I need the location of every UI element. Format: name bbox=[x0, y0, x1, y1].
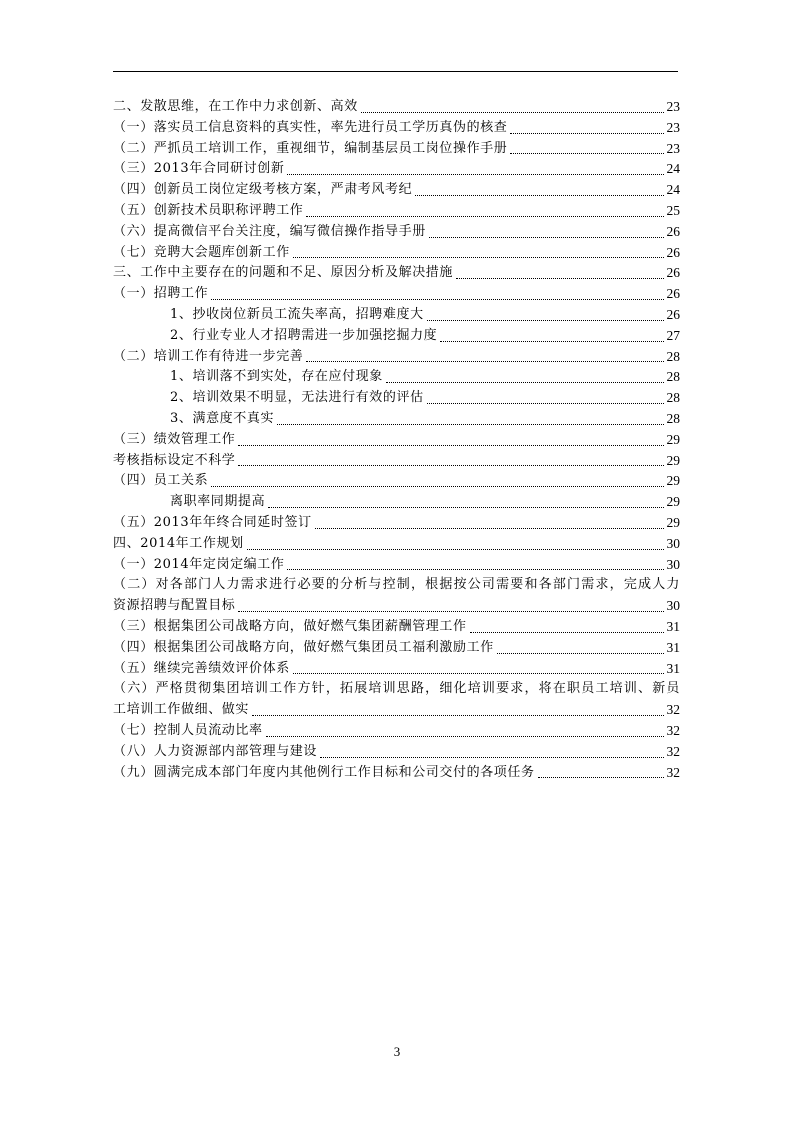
toc-page-number: 24 bbox=[666, 161, 680, 177]
toc-page-number: 32 bbox=[666, 764, 680, 780]
dot-leader bbox=[470, 632, 664, 633]
dot-leader bbox=[510, 133, 663, 134]
toc-page-number: 32 bbox=[666, 722, 680, 738]
toc-page-number: 26 bbox=[666, 286, 680, 302]
page-number: 3 bbox=[393, 1044, 401, 1059]
dot-leader bbox=[268, 507, 663, 508]
toc-entry[interactable] bbox=[113, 305, 680, 326]
toc-page-number: 31 bbox=[666, 660, 680, 676]
toc-entry[interactable] bbox=[113, 201, 680, 222]
dot-leader bbox=[238, 611, 663, 612]
dot-leader bbox=[456, 278, 663, 279]
dot-leader bbox=[211, 299, 663, 300]
toc-entry-title: （九）圆满完成本部门年度内其他例行工作目标和公司交付的各项任务 bbox=[113, 764, 535, 780]
dot-leader bbox=[277, 424, 663, 425]
toc-entry[interactable] bbox=[113, 617, 680, 638]
toc-page-number: 23 bbox=[666, 99, 680, 114]
toc-entry[interactable] bbox=[113, 763, 680, 784]
toc-entry-title: 2、培训效果不明显，无法进行有效的评估 bbox=[170, 390, 424, 406]
toc-page-number: 26 bbox=[666, 244, 680, 260]
toc-page-number: 24 bbox=[666, 182, 680, 198]
dot-leader bbox=[266, 736, 664, 737]
dot-leader bbox=[293, 673, 664, 674]
toc-entry[interactable] bbox=[113, 471, 680, 492]
toc-page-number: 25 bbox=[666, 202, 680, 218]
toc-page-number: 26 bbox=[666, 306, 680, 322]
toc-entry[interactable] bbox=[113, 222, 680, 243]
dot-leader bbox=[510, 153, 663, 154]
toc-page-number: 29 bbox=[666, 431, 680, 447]
toc-entry-title: （七）控制人员流动比率 bbox=[113, 722, 263, 738]
toc-entry[interactable] bbox=[113, 721, 680, 742]
toc-entry-title: （二）培训工作有待进一步完善 bbox=[113, 348, 304, 364]
dot-leader bbox=[538, 777, 664, 778]
dot-leader bbox=[238, 445, 663, 446]
toc-entry-title: 1、培训落不到实处，存在应付现象 bbox=[170, 369, 383, 385]
toc-page-number: 30 bbox=[666, 598, 680, 614]
dot-leader bbox=[293, 257, 664, 258]
dot-leader bbox=[386, 382, 664, 383]
toc-entry-title: （四）员工关系 bbox=[113, 473, 209, 489]
toc-entry-title: 1、抄收岗位新员工流失率高，招聘难度大 bbox=[170, 306, 424, 322]
toc-entry[interactable] bbox=[113, 534, 680, 555]
toc-entry[interactable] bbox=[113, 263, 680, 284]
toc-entry[interactable] bbox=[113, 159, 680, 180]
dot-leader bbox=[497, 653, 664, 654]
toc-page-number: 28 bbox=[666, 390, 680, 406]
toc-entry-title: 离职率同期提高 bbox=[170, 494, 266, 510]
toc-entry-multiline[interactable] bbox=[113, 679, 680, 721]
toc-entry-multiline[interactable] bbox=[113, 575, 680, 617]
toc-entry-title: （五）继续完善绩效评价体系 bbox=[113, 660, 290, 676]
toc-entry[interactable] bbox=[113, 180, 680, 201]
toc-page-number: 29 bbox=[666, 494, 680, 510]
toc-entry-title: （一）落实员工信息资料的真实性，率先进行员工学历真伪的核查 bbox=[113, 119, 508, 135]
toc-entry[interactable] bbox=[113, 243, 680, 264]
dot-leader bbox=[315, 528, 664, 529]
toc-page-number: 27 bbox=[666, 327, 680, 343]
toc-entry[interactable] bbox=[113, 284, 680, 305]
toc-page-number: 26 bbox=[666, 265, 680, 281]
toc-page-number: 32 bbox=[666, 702, 680, 718]
dot-leader bbox=[306, 361, 663, 362]
toc-entry-line2: 资源招聘与配置目标 bbox=[113, 598, 236, 614]
toc-entry[interactable] bbox=[113, 97, 680, 118]
toc-entry-line1: （六）严格贯彻集团培训工作方针，拓展培训思路，细化培训要求，将在职员工培训、新员 bbox=[113, 681, 680, 697]
toc-entry-title: 3、满意度不真实 bbox=[170, 410, 275, 426]
dot-leader bbox=[415, 195, 663, 196]
dot-leader bbox=[306, 216, 663, 217]
toc-entry-title: （一）招聘工作 bbox=[113, 286, 209, 302]
toc-entry-title: （三）绩效管理工作 bbox=[113, 431, 236, 447]
toc-page-number: 26 bbox=[666, 223, 680, 239]
dot-leader bbox=[427, 320, 664, 321]
dot-leader bbox=[287, 174, 663, 175]
toc-entry-title: 2、行业专业人才招聘需进一步加强挖掘力度 bbox=[170, 327, 438, 343]
toc-page-number: 28 bbox=[666, 369, 680, 385]
dot-leader bbox=[320, 757, 663, 758]
dot-leader bbox=[440, 341, 663, 342]
toc-entry-title: 二、发散思维，在工作中力求创新、高效 bbox=[113, 99, 358, 114]
toc-entry-title: （八）人力资源部内部管理与建设 bbox=[113, 743, 318, 759]
toc-entry[interactable] bbox=[113, 451, 680, 472]
toc-entry-title: （五）创新技术员职称评聘工作 bbox=[113, 202, 304, 218]
dot-leader bbox=[252, 715, 663, 716]
toc-page-number: 31 bbox=[666, 639, 680, 655]
toc-entry-title: （五）2013年年终合同延时签订 bbox=[113, 514, 312, 530]
toc-entry[interactable] bbox=[113, 555, 680, 576]
toc-page-number: 29 bbox=[666, 514, 680, 530]
toc-entry-title: （四）根据集团公司战略方向，做好燃气集团员工福利激励工作 bbox=[113, 639, 494, 655]
toc-entry[interactable] bbox=[113, 367, 680, 388]
toc-page-number: 28 bbox=[666, 410, 680, 426]
toc-entry[interactable] bbox=[113, 638, 680, 659]
toc-entry-line2: 工培训工作做细、做实 bbox=[113, 702, 250, 718]
toc-page-number: 30 bbox=[666, 556, 680, 572]
toc-entry[interactable] bbox=[113, 326, 680, 347]
toc-entry-title: （三）根据集团公司战略方向，做好燃气集团薪酬管理工作 bbox=[113, 618, 467, 634]
toc-page-number: 23 bbox=[666, 140, 680, 156]
toc-entry-title: （四）创新员工岗位定级考核方案，严肃考风考纪 bbox=[113, 182, 413, 198]
toc-entry-title: （七）竞聘大会题库创新工作 bbox=[113, 244, 290, 260]
toc-entry-second-line bbox=[113, 596, 680, 617]
toc-entry-title: 考核指标设定不科学 bbox=[113, 452, 236, 468]
toc-entry-title: （一）2014年定岗定编工作 bbox=[113, 556, 285, 572]
dot-leader bbox=[361, 112, 664, 113]
dot-leader bbox=[427, 403, 664, 404]
dot-leader bbox=[247, 549, 664, 550]
dot-leader bbox=[429, 237, 664, 238]
toc-entry[interactable] bbox=[113, 492, 680, 513]
toc-entry-title: （三）2013年合同研讨创新 bbox=[113, 161, 285, 177]
toc-entry-title: （六）提高微信平台关注度，编写微信操作指导手册 bbox=[113, 223, 426, 239]
toc-page-number: 32 bbox=[666, 743, 680, 759]
toc-entry[interactable] bbox=[113, 139, 680, 160]
header-rule bbox=[113, 71, 678, 72]
toc-page-number: 28 bbox=[666, 348, 680, 364]
toc-page-number: 30 bbox=[666, 535, 680, 551]
table-of-contents bbox=[113, 97, 680, 783]
toc-entry[interactable] bbox=[113, 347, 680, 368]
toc-page-number: 31 bbox=[666, 618, 680, 634]
toc-entry-title: （二）严抓员工培训工作，重视细节，编制基层员工岗位操作手册 bbox=[113, 140, 508, 156]
toc-page-number: 23 bbox=[666, 119, 680, 135]
toc-entry-line1: （二）对各部门人力需求进行必要的分析与控制，根据按公司需要和各部门需求，完成人力 bbox=[113, 577, 680, 593]
toc-entry[interactable] bbox=[113, 430, 680, 451]
toc-entry[interactable] bbox=[113, 659, 680, 680]
toc-entry[interactable] bbox=[113, 742, 680, 763]
toc-entry[interactable] bbox=[113, 513, 680, 534]
toc-entry-title: 四、2014年工作规划 bbox=[113, 535, 244, 551]
toc-entry-title: 三、工作中主要存在的问题和不足、原因分析及解决措施 bbox=[113, 265, 454, 281]
toc-page-number: 29 bbox=[666, 452, 680, 468]
toc-page-number: 29 bbox=[666, 473, 680, 489]
dot-leader bbox=[238, 465, 663, 466]
toc-entry[interactable] bbox=[113, 409, 680, 430]
toc-entry[interactable] bbox=[113, 388, 680, 409]
toc-entry[interactable] bbox=[113, 118, 680, 139]
toc-entry-second-line bbox=[113, 700, 680, 721]
dot-leader bbox=[211, 486, 663, 487]
dot-leader bbox=[287, 569, 663, 570]
